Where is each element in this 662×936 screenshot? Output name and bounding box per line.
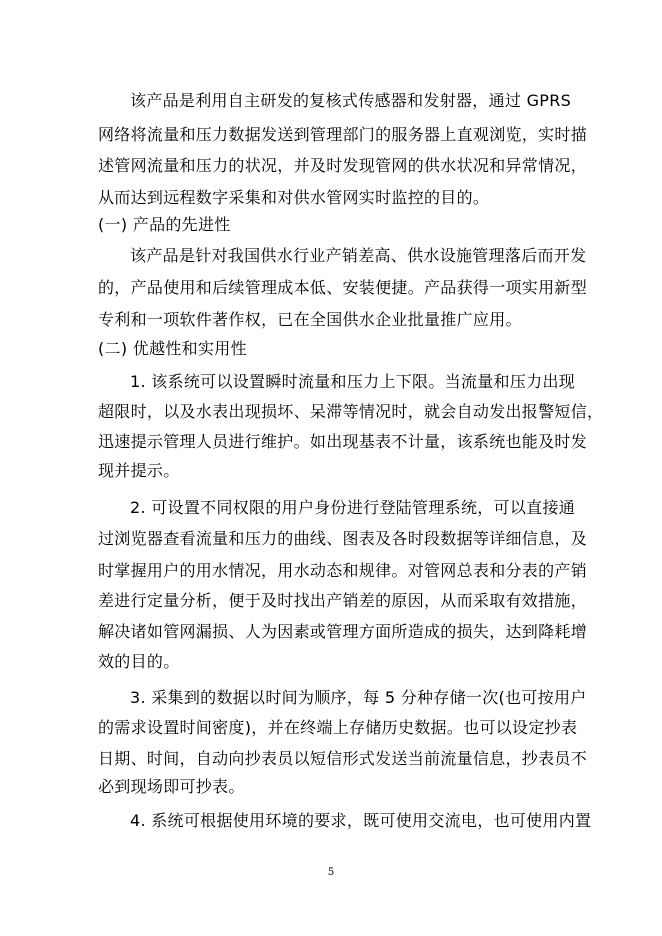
paragraph-line: 专利和一项软件著作权，已在全国供水企业批量推广应用。 [98, 310, 522, 329]
paragraph-line: 3. 采集到的数据以时间为顺序，每 5 分种存储一次(也可按用户 [130, 688, 587, 707]
paragraph-line: 述管网流量和压力的状况，并及时发现管网的供水状况和异常情况， [98, 156, 588, 175]
section-heading: (一) 产品的先进性 [98, 215, 231, 234]
paragraph-line: 的，产品使用和后续管理成本低、安装便捷。产品获得一项实用新型 [98, 278, 588, 297]
paragraph-line: 现并提示。 [98, 461, 180, 480]
paragraph-line: 4. 系统可根据使用环境的要求，既可使用交流电，也可使用内置 [130, 811, 592, 830]
paragraph-line: 2. 可设置不同权限的用户身份进行登陆管理系统，可以直接通 [130, 498, 576, 517]
page-number: 5 [327, 867, 335, 878]
paragraph-line: 超限时，以及水表出现损坏、呆滞等情况时，就会自动发出报警短信， [98, 402, 604, 421]
paragraph-line: 1. 该系统可以设置瞬时流量和压力上下限。当流量和压力出现 [130, 372, 576, 391]
paragraph-line: 该产品是针对我国供水行业产销差高、供水设施管理落后而开发 [130, 246, 587, 265]
paragraph-line: 解决诸如管网漏损、人为因素或管理方面所造成的损失，达到降耗增 [98, 622, 588, 641]
paragraph-line: 迅速提示管理人员进行维护。如出现基表不计量，该系统也能及时发 [98, 432, 588, 451]
paragraph-line: 日期、时间，自动向抄表员以短信形式发送当前流量信息，抄表员不 [98, 749, 588, 768]
paragraph-line: 从而达到远程数字采集和对供水管网实时监控的目的。 [98, 188, 490, 207]
paragraph-line: 过浏览器查看流量和压力的曲线、图表及各时段数据等详细信息，及 [98, 529, 588, 548]
paragraph-line: 时掌握用户的用水情况，用水动态和规律。对管网总表和分表的产销 [98, 561, 588, 580]
paragraph-line: 的需求设置时间密度)，并在终端上存储历史数据。也可以设定抄表 [98, 718, 578, 737]
paragraph-line: 差进行定量分析，便于及时找出产销差的原因，从而采取有效措施， [98, 591, 588, 610]
section-heading: (二) 优越性和实用性 [98, 339, 247, 358]
paragraph-line: 网络将流量和压力数据发送到管理部门的服务器上直观浏览，实时描 [98, 125, 588, 144]
paragraph-line: 效的目的。 [98, 652, 180, 671]
paragraph-line: 必到现场即可抄表。 [98, 777, 245, 796]
paragraph-line: 该产品是利用自主研发的复核式传感器和发射器，通过 GPRS [130, 91, 572, 110]
